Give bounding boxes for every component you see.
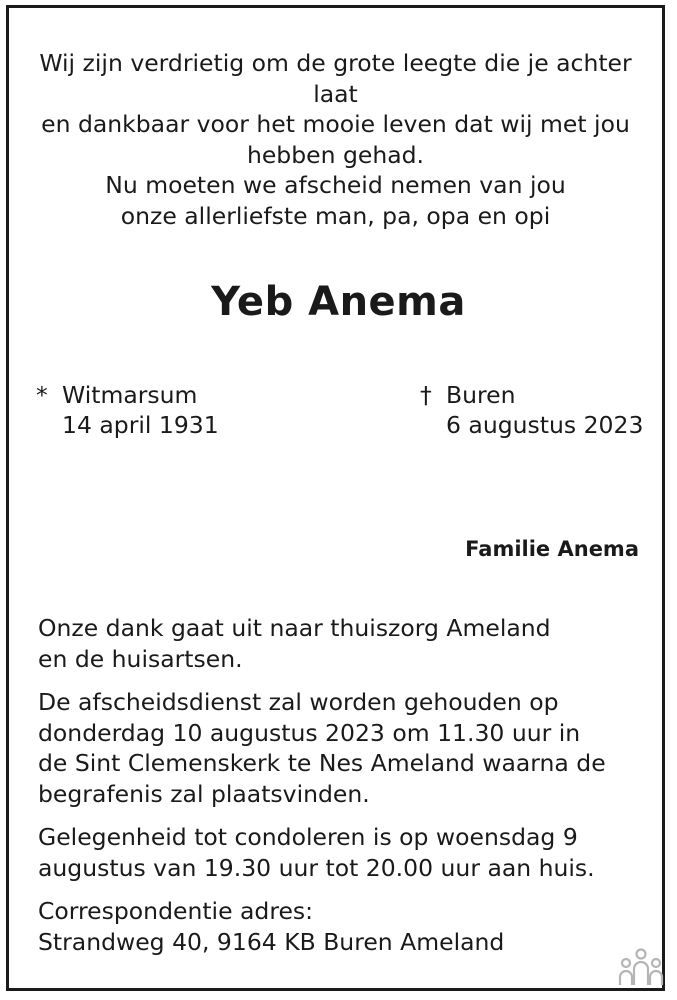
service-paragraph [38, 687, 638, 809]
death-date: 6 augustus 2023 [446, 411, 644, 439]
birth-symbol: * [36, 381, 48, 409]
poem [0, 48, 671, 231]
text-line: begrafenis zal plaatsvinden. [38, 779, 370, 808]
text-line: Correspondentie adres: [38, 897, 314, 925]
death-place: Buren [446, 381, 516, 409]
poem-line: onze allerliefste man, pa, opa en opi [120, 201, 551, 230]
text-line: de Sint Clemenskerk te Nes Ameland waarna de [38, 749, 606, 777]
condolence-paragraph [38, 822, 638, 883]
birth-info [36, 380, 219, 440]
text-line: De afscheidsdienst zal worden gehouden op [38, 688, 559, 716]
poem-line: en dankbaar voor het mooie leven dat wij met jou [41, 110, 630, 138]
poem-line: laat [313, 79, 358, 108]
text-line: augustus van 19.30 uur tot 20.00 uur aan huis. [38, 853, 595, 882]
text-line: Gelegenheid tot condoleren is op woensdag 9 [38, 823, 578, 851]
thanks-paragraph [38, 613, 638, 674]
text-line: Onze dank gaat uit naar thuiszorg Ameland [38, 614, 551, 642]
poem-line: Wij zijn verdrietig om de grote leegte die je achter [39, 49, 632, 77]
address-paragraph [38, 896, 638, 957]
text-line: Strandweg 40, 9164 KB Buren Ameland [38, 927, 505, 956]
text-line: donderdag 10 augustus 2023 om 11.30 uur in [38, 718, 581, 747]
death-symbol: † [420, 381, 432, 409]
notice-body [38, 613, 638, 970]
family-signature: Familie Anema [465, 537, 639, 561]
deceased-name: Yeb Anema [211, 279, 466, 325]
poem-line: hebben gehad. [246, 140, 425, 169]
people-group-icon [617, 947, 665, 987]
poem-line: Nu moeten we afscheid nemen van jou [105, 171, 566, 199]
birth-date: 14 april 1931 [62, 411, 219, 439]
death-info [420, 380, 643, 440]
birth-place: Witmarsum [62, 381, 198, 409]
text-line: en de huisartsen. [38, 644, 243, 673]
